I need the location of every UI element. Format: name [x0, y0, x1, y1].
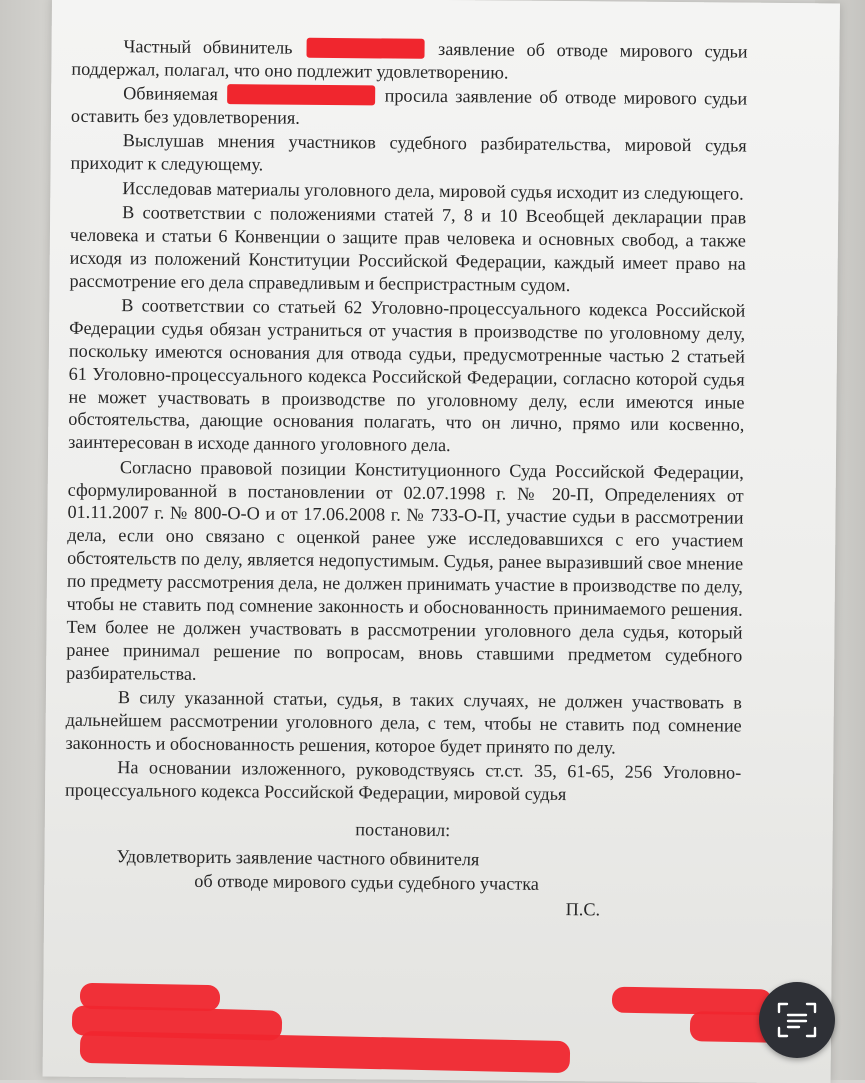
ruling-line: об отводе мирового судьи судебного участка — [194, 871, 540, 895]
ruling-line: П.С. — [565, 898, 601, 919]
redaction-mark — [306, 38, 424, 59]
redaction-mark — [612, 987, 772, 1016]
paragraph: В соответствии со статьей 62 Уголовно-процессуального кодекса Российской Федерации судья обязан устраниться от участия в производстве по уголовному делу, поскольку имеются основания для отвода судьи, предусмотренные частью 2 статьей 61 Уголовно-процессуального кодекса Российской Федерации, согласно которой судья не может участвовать в производстве по уголовному делу, если имеются иные обстоятельства, дающие основания полагать, что он лично, прямо или косвенно, заинтересован в исходе данного уголовного дела. — [68, 295, 746, 456]
document-page — [43, 0, 840, 1083]
paragraph: В соответствии с положениями статей 7, 8 и 10 Всеобщей декларации прав человека и статьи 6 Конвенции о защите прав человека и основных свобод, а также исходя из положений Конституции Российской Федерации, каждый имеет право на рассмотрение его дела справедливым и беспристрастным судом. — [69, 202, 747, 295]
text-scan-icon — [775, 998, 819, 1042]
paragraph: В силу указанной статьи, судья, в таких случаях, не должен участвовать в дальнейшем рассмотрении уголовного дела, с тем, чтобы не ставить под сомнение законность и обоснованность решения, которое будет принято по делу. — [65, 687, 742, 758]
ruling-heading: постановил: — [355, 819, 451, 841]
paragraph-defendant: Обвиняемая просила заявление об отводе мирового судьи оставить без удовлетворения. — [70, 83, 748, 128]
redaction-mark — [227, 84, 375, 105]
paragraph: На основании изложенного, руководствуясь ст.ст. 35, 61-65, 256 Уголовно-процессуального кодекса Российской Федерации, мировой судья — [65, 757, 742, 805]
paragraph: Исследовав материалы уголовного дела, мировой судья исходит из следующего. — [122, 177, 744, 204]
paragraph: Выслушав мнения участников судебного разбирательства, мировой судья приходит к следующему. — [70, 130, 747, 175]
document-body — [64, 35, 748, 922]
text-scan-button[interactable] — [759, 982, 835, 1058]
ruling-line: Удовлетворить заявление частного обвинителя — [116, 846, 480, 870]
paragraph-private-prosecutor: Частный обвинитель заявление об отводе мирового судьи поддержал, полагал, что оно подлежит удовлетворению. — [71, 36, 748, 83]
paragraph: Согласно правовой позиции Конституционного Суда Российской Федерации, сформулированной в постановлении от 02.07.1998 г. № 20-П, Определениях от 01.11.2007 г. № 800-О-О и от 17.06.2008 г. № 733-О-П, участие судьи в рассмотрении дела, если оно связано с оценкой ранее уже исследовавшихся с его участием обстоятельств по делу, является недопустимым. Судья, ранее выразивший свое мнение по предмету рассмотрения дела, не должен принимать участие в производстве по делу, чтобы не ставить под сомнение законность и обоснованность принимаемого решения. Тем более не должен участвовать в рассмотрении уголовного дела судья, который ранее принимал решение по вопросам, вновь ставшими предметом судебного разбирательства. — [66, 456, 744, 684]
